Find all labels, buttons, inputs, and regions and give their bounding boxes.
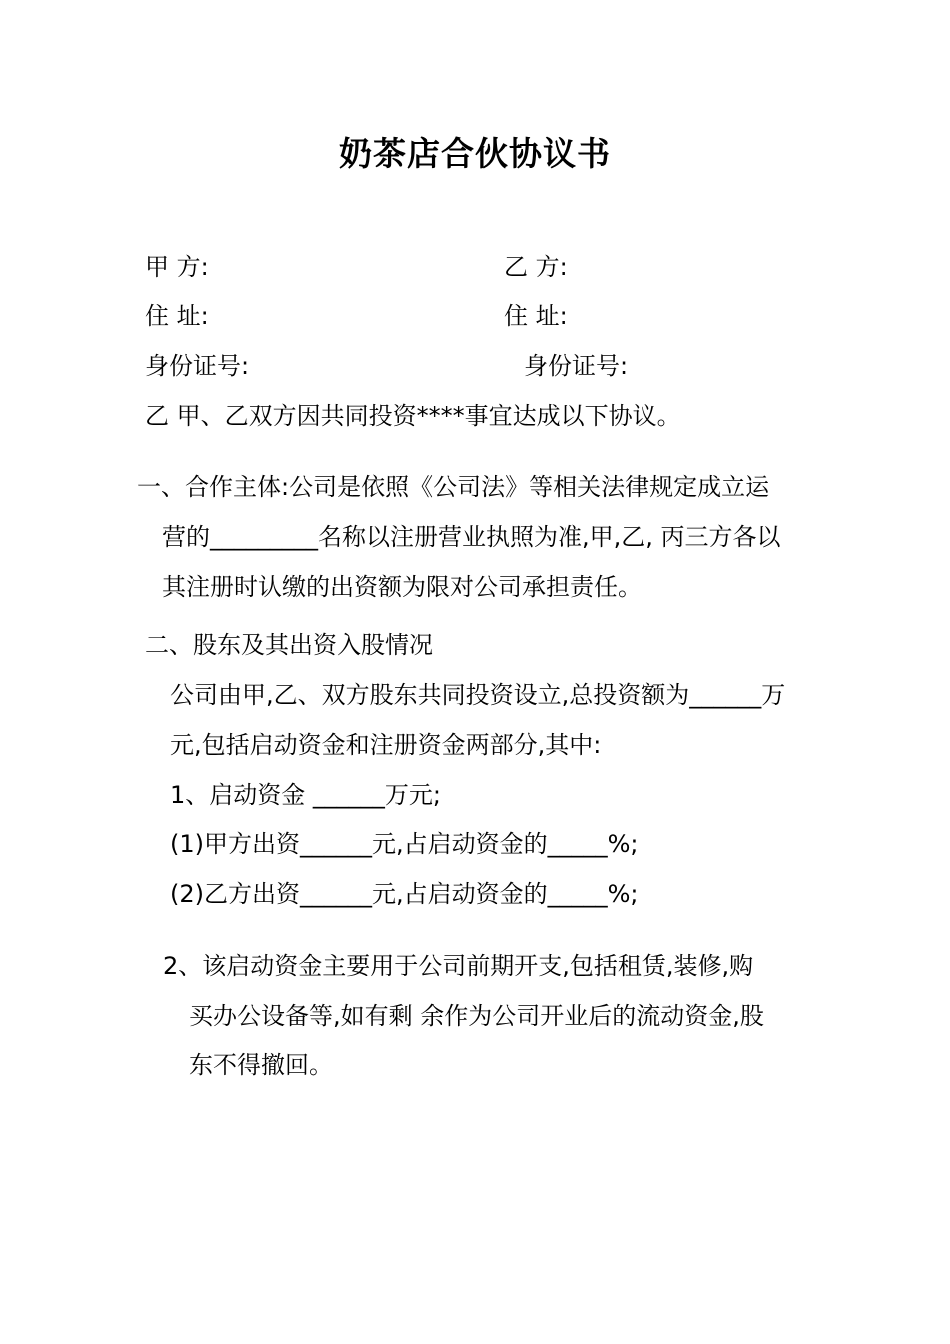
section2-item1b: (2)乙方出资______元,占启动资金的_____%;	[170, 880, 639, 908]
section2-item1a: (1)甲方出资______元,占启动资金的_____%;	[170, 830, 639, 858]
section2-item1: 1、启动资金 ______万元;	[170, 781, 441, 809]
section1-line2: 营的_________名称以注册营业执照为准,甲,乙, 丙三方各以	[162, 523, 781, 551]
section2-item2-line3: 东不得撤回。	[189, 1051, 333, 1079]
section2-item2-line2: 买办公设备等,如有剩 余作为公司开业后的流动资金,股	[189, 1002, 764, 1030]
section2-p1-line2: 元,包括启动资金和注册资金两部分,其中:	[170, 731, 602, 759]
id-a-label: 身份证号:	[145, 352, 250, 380]
address-b-label: 住 址:	[504, 302, 568, 330]
section2-p1-line1: 公司由甲,乙、双方股东共同投资设立,总投资额为______万	[170, 681, 786, 709]
party-a-label: 甲 方:	[145, 253, 209, 281]
section2-item2-line1: 2、该启动资金主要用于公司前期开支,包括租赁,装修,购	[163, 952, 754, 980]
section1-line3: 其注册时认缴的出资额为限对公司承担责任。	[162, 573, 642, 601]
section2-heading: 二、股东及其出资入股情况	[145, 631, 433, 659]
id-b-label: 身份证号:	[524, 352, 629, 380]
intro-text: 乙 甲、乙双方因共同投资****事宜达成以下协议。	[145, 402, 681, 430]
document-title: 奶茶店合伙协议书	[339, 134, 611, 173]
address-a-label: 住 址:	[145, 302, 209, 330]
party-b-label: 乙 方:	[504, 253, 568, 281]
section1-line1: 一、合作主体:公司是依照《公司法》等相关法律规定成立运	[137, 473, 770, 501]
